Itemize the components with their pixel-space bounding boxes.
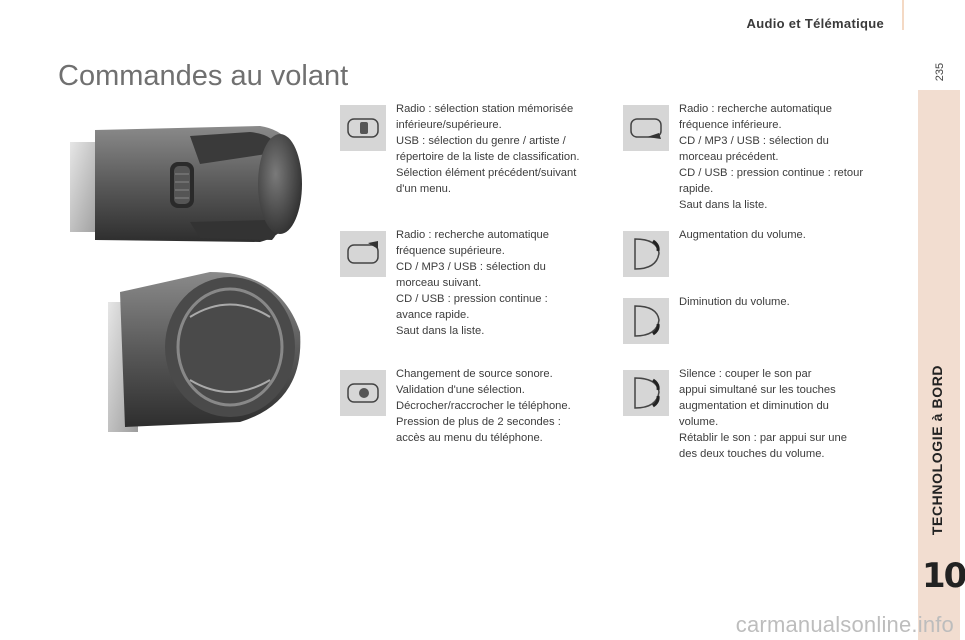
entry-text: Radio : sélection station mémorisée inférieure/supérieure. USB : sélection du genre / artiste / répertoire de la liste de classification. Sélection élément précédent/suivant d'un menu. bbox=[396, 103, 580, 195]
mute-both-buttons-icon bbox=[623, 370, 669, 416]
watermark: carmanualsonline.info bbox=[735, 612, 954, 637]
volume-up-button-icon bbox=[623, 231, 669, 277]
steering-control-right-wheel-icon bbox=[340, 105, 386, 151]
chapter-number: 10 bbox=[922, 556, 965, 596]
side-label: TECHNOLOGIE à BORD bbox=[929, 364, 945, 536]
header-title: Audio et Télématique bbox=[746, 16, 884, 31]
page-number: 235 bbox=[934, 62, 946, 82]
steering-control-wheel-press-icon bbox=[340, 370, 386, 416]
entry-text: Diminution du volume. bbox=[679, 296, 790, 308]
volume-down-button-icon bbox=[623, 298, 669, 344]
steering-control-top-button-icon bbox=[340, 231, 386, 277]
steering-controls-illustration bbox=[60, 112, 320, 442]
steering-control-bottom-button-icon bbox=[623, 105, 669, 151]
header-rule bbox=[902, 0, 904, 30]
entry-text: Changement de source sonore. Validation d'une sélection. Décrocher/raccrocher le téléphone. Pression de plus de 2 secondes : accès au menu du téléphone. bbox=[396, 368, 571, 444]
entry-text: Silence : couper le son par appui simultané sur les touches augmentation et diminution du volume. Rétablir le son : par appui sur une des deux touches du volume. bbox=[679, 368, 847, 460]
entry-text: Radio : recherche automatique fréquence supérieure. CD / MP3 / USB : sélection du morceau suivant. CD / USB : pression continue : avance rapide. Saut dans la liste. bbox=[396, 229, 549, 337]
page-title: Commandes au volant bbox=[58, 60, 349, 92]
entry-text: Augmentation du volume. bbox=[679, 229, 806, 241]
entry-text: Radio : recherche automatique fréquence inférieure. CD / MP3 / USB : sélection du morceau précédent. CD / USB : pression continue : retour rapide. Saut dans la liste. bbox=[679, 103, 864, 211]
